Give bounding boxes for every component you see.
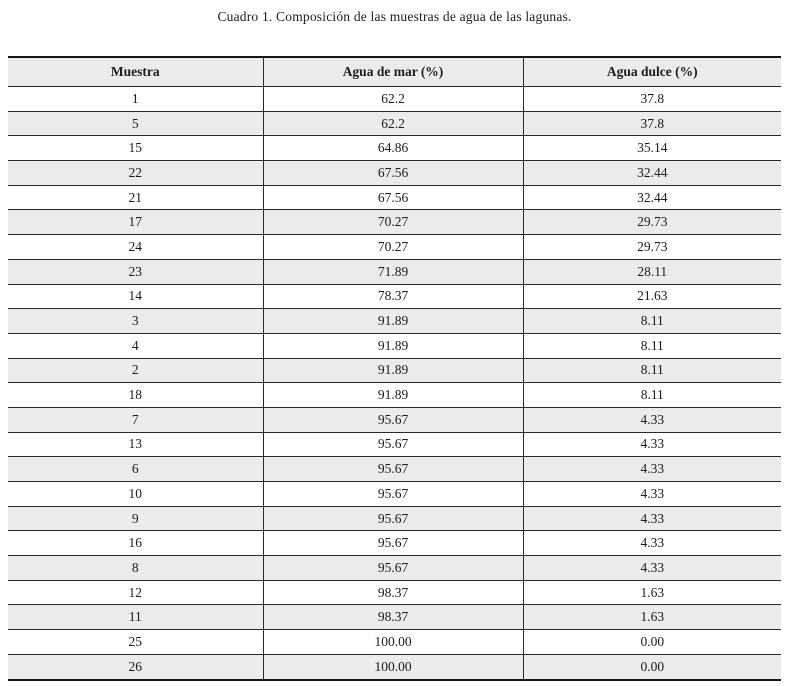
cell-agua-dulce: 37.8 xyxy=(523,111,781,136)
table-row xyxy=(8,210,781,235)
cell-agua-de-mar: 95.67 xyxy=(263,531,523,556)
cell-muestra: 4 xyxy=(8,333,263,358)
cell-agua-de-mar: 91.89 xyxy=(263,383,523,408)
table-row xyxy=(8,383,781,408)
cell-muestra: 7 xyxy=(8,407,263,432)
cell-muestra: 5 xyxy=(8,111,263,136)
cell-agua-dulce: 32.44 xyxy=(523,185,781,210)
cell-agua-dulce: 21.63 xyxy=(523,284,781,309)
cell-agua-de-mar: 100.00 xyxy=(263,654,523,679)
cell-agua-dulce: 0.00 xyxy=(523,630,781,655)
table-row xyxy=(8,482,781,507)
cell-muestra: 18 xyxy=(8,383,263,408)
table-row xyxy=(8,284,781,309)
table-row xyxy=(8,87,781,112)
cell-muestra: 1 xyxy=(8,87,263,112)
table-row xyxy=(8,630,781,655)
cell-agua-de-mar: 70.27 xyxy=(263,210,523,235)
cell-agua-de-mar: 78.37 xyxy=(263,284,523,309)
cell-muestra: 25 xyxy=(8,630,263,655)
table-row xyxy=(8,531,781,556)
cell-agua-de-mar: 67.56 xyxy=(263,185,523,210)
col-header-muestra: Muestra xyxy=(8,57,263,87)
col-header-agua-de-mar: Agua de mar (%) xyxy=(263,57,523,87)
cell-muestra: 12 xyxy=(8,580,263,605)
cell-agua-de-mar: 95.67 xyxy=(263,432,523,457)
table-row xyxy=(8,333,781,358)
table-row xyxy=(8,309,781,334)
cell-agua-de-mar: 64.86 xyxy=(263,136,523,161)
cell-agua-de-mar: 91.89 xyxy=(263,358,523,383)
cell-muestra: 23 xyxy=(8,259,263,284)
cell-muestra: 9 xyxy=(8,506,263,531)
cell-agua-de-mar: 98.37 xyxy=(263,605,523,630)
cell-agua-de-mar: 100.00 xyxy=(263,630,523,655)
cell-agua-dulce: 1.63 xyxy=(523,580,781,605)
cell-muestra: 13 xyxy=(8,432,263,457)
table-row xyxy=(8,111,781,136)
cell-agua-de-mar: 95.67 xyxy=(263,457,523,482)
table-row xyxy=(8,605,781,630)
water-composition-table xyxy=(8,56,781,681)
cell-agua-dulce: 4.33 xyxy=(523,407,781,432)
cell-muestra: 8 xyxy=(8,556,263,581)
table-row xyxy=(8,506,781,531)
cell-agua-dulce: 8.11 xyxy=(523,333,781,358)
cell-muestra: 3 xyxy=(8,309,263,334)
cell-agua-dulce: 1.63 xyxy=(523,605,781,630)
cell-agua-dulce: 8.11 xyxy=(523,309,781,334)
table-body xyxy=(8,87,781,680)
cell-muestra: 14 xyxy=(8,284,263,309)
cell-agua-de-mar: 95.67 xyxy=(263,556,523,581)
cell-agua-dulce: 32.44 xyxy=(523,161,781,186)
table-row xyxy=(8,136,781,161)
cell-agua-dulce: 37.8 xyxy=(523,87,781,112)
cell-agua-dulce: 29.73 xyxy=(523,235,781,260)
table-caption: Cuadro 1. Composición de las muestras de agua de las lagunas. xyxy=(217,9,572,24)
cell-agua-dulce: 4.33 xyxy=(523,531,781,556)
table-row xyxy=(8,654,781,679)
table-row xyxy=(8,432,781,457)
cell-muestra: 10 xyxy=(8,482,263,507)
table-row xyxy=(8,407,781,432)
cell-agua-de-mar: 91.89 xyxy=(263,309,523,334)
table-row xyxy=(8,235,781,260)
table-row xyxy=(8,556,781,581)
cell-muestra: 22 xyxy=(8,161,263,186)
table-row xyxy=(8,457,781,482)
cell-agua-dulce: 35.14 xyxy=(523,136,781,161)
col-header-agua-dulce: Agua dulce (%) xyxy=(523,57,781,87)
cell-agua-de-mar: 62.2 xyxy=(263,87,523,112)
cell-agua-de-mar: 95.67 xyxy=(263,482,523,507)
cell-agua-dulce: 29.73 xyxy=(523,210,781,235)
cell-muestra: 16 xyxy=(8,531,263,556)
cell-muestra: 6 xyxy=(8,457,263,482)
cell-muestra: 26 xyxy=(8,654,263,679)
header-row xyxy=(8,57,781,87)
cell-agua-dulce: 0.00 xyxy=(523,654,781,679)
table-row xyxy=(8,358,781,383)
cell-agua-dulce: 4.33 xyxy=(523,506,781,531)
cell-agua-de-mar: 98.37 xyxy=(263,580,523,605)
table-row xyxy=(8,580,781,605)
table-row xyxy=(8,161,781,186)
cell-muestra: 15 xyxy=(8,136,263,161)
table-row xyxy=(8,259,781,284)
cell-muestra: 2 xyxy=(8,358,263,383)
cell-muestra: 24 xyxy=(8,235,263,260)
cell-agua-de-mar: 95.67 xyxy=(263,407,523,432)
cell-agua-de-mar: 70.27 xyxy=(263,235,523,260)
cell-agua-dulce: 4.33 xyxy=(523,457,781,482)
cell-agua-de-mar: 62.2 xyxy=(263,111,523,136)
cell-agua-de-mar: 67.56 xyxy=(263,161,523,186)
cell-agua-de-mar: 91.89 xyxy=(263,333,523,358)
cell-agua-dulce: 4.33 xyxy=(523,482,781,507)
cell-agua-de-mar: 71.89 xyxy=(263,259,523,284)
cell-muestra: 21 xyxy=(8,185,263,210)
cell-agua-dulce: 4.33 xyxy=(523,432,781,457)
cell-muestra: 11 xyxy=(8,605,263,630)
table-row xyxy=(8,185,781,210)
cell-agua-dulce: 4.33 xyxy=(523,556,781,581)
cell-agua-dulce: 8.11 xyxy=(523,358,781,383)
cell-agua-dulce: 8.11 xyxy=(523,383,781,408)
cell-agua-dulce: 28.11 xyxy=(523,259,781,284)
cell-muestra: 17 xyxy=(8,210,263,235)
cell-agua-de-mar: 95.67 xyxy=(263,506,523,531)
